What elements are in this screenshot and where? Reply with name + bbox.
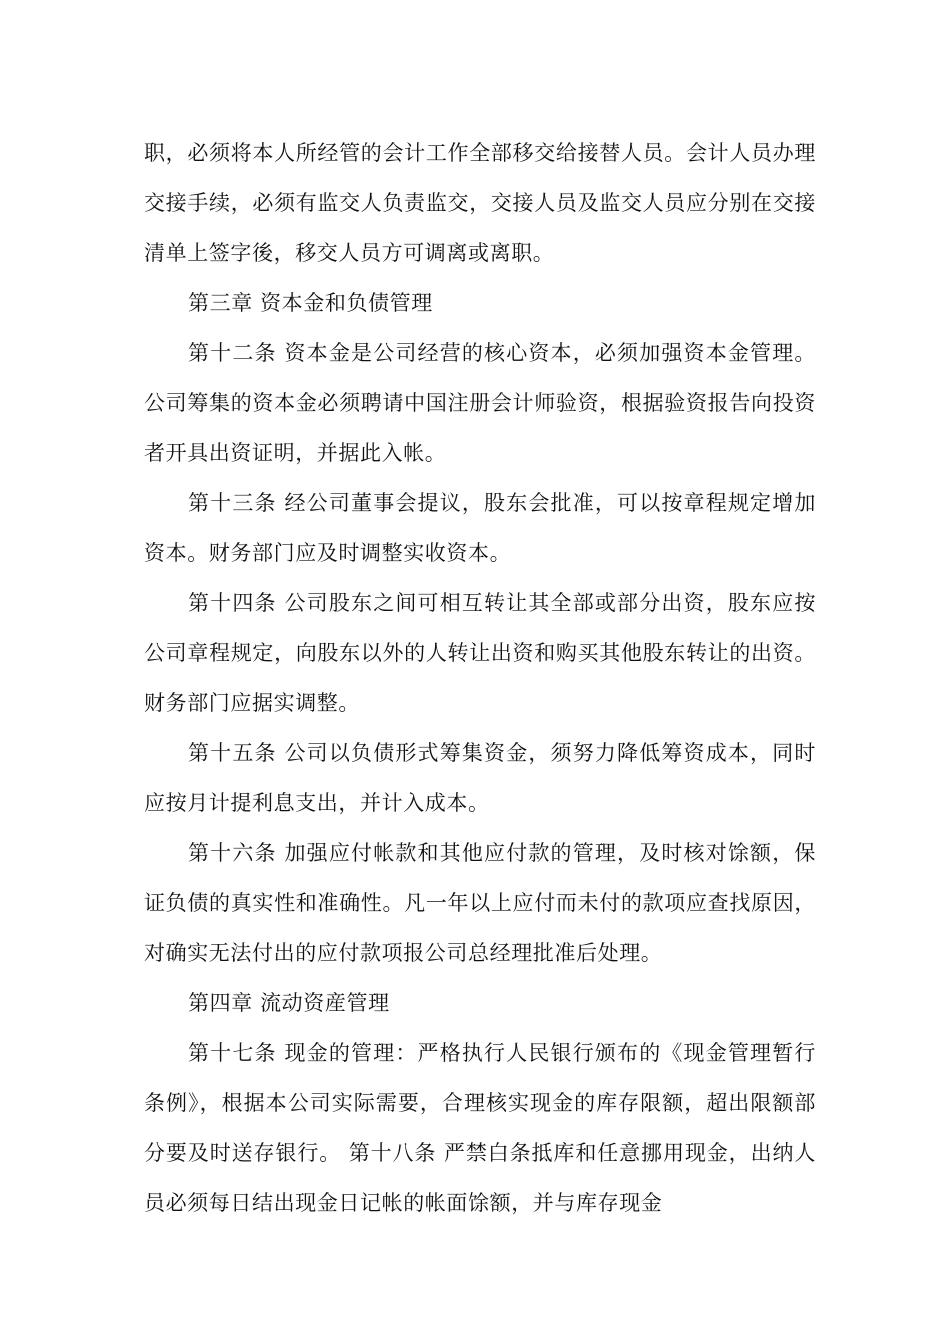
article-16: 第十六条 加强应付帐款和其他应付款的管理，及时核对馀额，保证负债的真实性和准确性。凡一年以上应付而未付的款项应查找原因，对确实无法付出的应付款项报公司总经理批准后处理。 <box>144 841 816 965</box>
article-13: 第十三条 经公司董事会提议，股东会批准，可以按章程规定增加资本。财务部门应及时调整实收资本。 <box>144 491 816 565</box>
article-12: 第十二条 资本金是公司经营的核心资本，必须加强资本金管理。公司筹集的资本金必须聘请中国注册会计师验资，根据验资报告向投资者开具出资证明，并据此入帐。 <box>144 341 816 465</box>
document-body <box>144 128 816 1228</box>
article-14: 第十四条 公司股东之间可相互转让其全部或部分出资，股东应按公司章程规定，向股东以外的人转让出资和购买其他股东转让的出资。财务部门应据实调整。 <box>144 591 816 715</box>
chapter-heading-4: 第四章 流动资産管理 <box>188 991 390 1015</box>
chapter-heading-3: 第三章 资本金和负债管理 <box>188 291 433 315</box>
paragraph-continuation: 职，必须将本人所经管的会计工作全部移交给接替人员。会计人员办理交接手续，必须有监交人负责监交，交接人员及监交人员应分别在交接清单上签字後，移交人员方可调离或离职。 <box>144 141 816 265</box>
article-15: 第十五条 公司以负债形式筹集资金，须努力降低筹资成本，同时应按月计提利息支出，并计入成本。 <box>144 741 816 815</box>
article-17-18: 第十七条 现金的管理：严格执行人民银行颁布的《现金管理暂行条例》，根据本公司实际需要，合理核实现金的库存限额，超出限额部分要及时送存银行。 第十八条 严禁白条抵库和任意挪用现金，出纳人员必须每日结出现金日记帐的帐面馀额，并与库存现金 <box>144 1041 816 1215</box>
